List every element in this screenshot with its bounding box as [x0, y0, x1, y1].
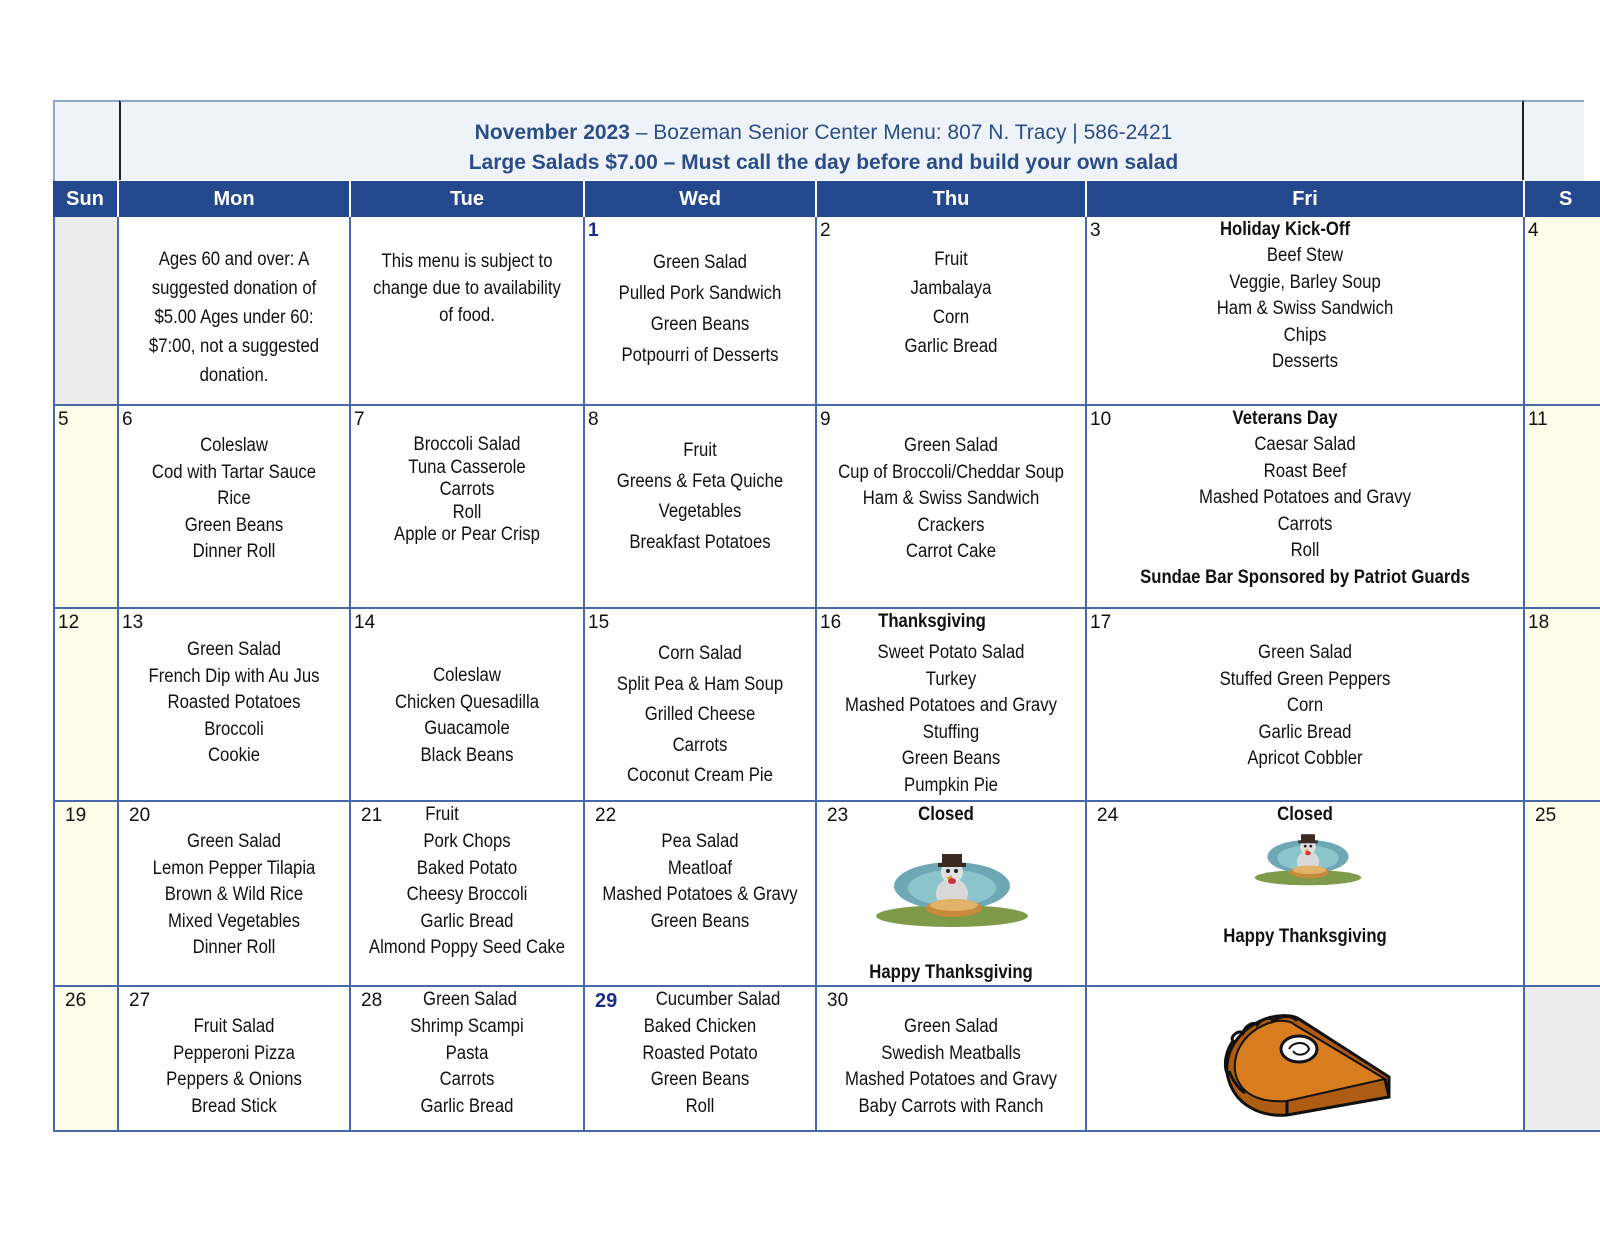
day-title: Veterans Day: [1232, 408, 1338, 429]
day-number: 29: [595, 990, 618, 1012]
menu-item: Green Salad: [1258, 642, 1352, 663]
day-cell-21: [351, 802, 585, 987]
menu-item: Almond Poppy Seed Cake: [368, 937, 566, 958]
menu-item: Mashed Potatoes and Gravy: [845, 695, 1057, 716]
day-number: 27: [129, 990, 151, 1011]
menu-item: Stuffed Green Peppers: [1219, 668, 1391, 690]
day-cell-29: [585, 987, 817, 1132]
menu-item: Vegetables: [658, 501, 742, 522]
menu-item: Green Beans: [650, 314, 750, 335]
weekday-sat: S: [1559, 188, 1573, 210]
menu-item: Green Salad: [423, 989, 517, 1010]
day-number: 26: [65, 990, 87, 1011]
menu-item: Mixed Vegetables: [168, 910, 300, 932]
menu-item: Jambalaya: [910, 278, 992, 299]
day-cell-15: [585, 609, 817, 802]
menu-item: Cup of Broccoli/Cheddar Soup: [838, 461, 1064, 483]
day-cell-9: [817, 406, 1087, 609]
day-cell-19: [53, 802, 119, 987]
menu-item: Pulled Pork Sandwich: [618, 283, 782, 304]
month-label: November 2023: [474, 121, 630, 144]
menu-item: Grilled Cheese: [644, 704, 756, 725]
menu-item: Potpourri of Desserts: [621, 345, 779, 366]
menu-item: Green Salad: [187, 639, 281, 660]
day-number: 15: [588, 612, 610, 633]
weekday-header-row: [53, 181, 1600, 217]
day-cell-6: [119, 406, 351, 609]
day-cell-1: [585, 217, 817, 406]
salad-notice: Large Salads $7.00 – Must call the day before and build your own salad: [468, 151, 1179, 174]
day-cell-24: [1087, 802, 1525, 987]
menu-item: Caesar Salad: [1254, 434, 1356, 455]
menu-item: Dinner Roll: [192, 541, 276, 562]
day-cell-17: [1087, 609, 1525, 802]
day-cell-empty: [53, 217, 119, 406]
weekday-wed: Wed: [585, 181, 817, 217]
menu-item: Corn Salad: [658, 643, 742, 664]
day-title: Thanksgiving: [878, 611, 986, 632]
day-cell-11: [1525, 406, 1600, 609]
day-number: 18: [1528, 612, 1550, 633]
menu-item: Bread Stick: [191, 1095, 277, 1117]
day-number: 22: [595, 805, 617, 826]
day-cell-25: [1525, 802, 1600, 987]
day-number: 24: [1097, 805, 1119, 826]
weekday-tue: Tue: [351, 181, 585, 217]
menu-item: Cod with Tartar Sauce: [151, 461, 317, 483]
menu-item: Ham & Swiss Sandwich: [1216, 298, 1394, 319]
menu-item: Chicken Quesadilla: [394, 691, 540, 713]
day-number: 13: [122, 612, 144, 633]
menu-item: Coleslaw: [433, 665, 501, 686]
menu-item: Split Pea & Ham Soup: [616, 673, 784, 695]
day-cell-3: [1087, 217, 1525, 406]
day-number: 7: [354, 409, 365, 430]
menu-item: Fruit: [683, 440, 717, 461]
day-cell-7: [351, 406, 585, 609]
day-number: 10: [1090, 409, 1112, 430]
menu-item: Garlic Bread: [1258, 721, 1352, 743]
menu-item: Corn: [932, 307, 970, 328]
menu-item: Carrot Cake: [905, 541, 997, 562]
weekday-fri: Fri: [1087, 181, 1525, 217]
menu-item: Garlic Bread: [420, 910, 514, 932]
turkey-pie-icon: [1244, 830, 1372, 886]
day-cell-28: [351, 987, 585, 1132]
menu-item: Tuna Casserole: [408, 456, 526, 478]
day-number: 9: [820, 409, 831, 430]
day-number: 4: [1528, 220, 1539, 241]
day-number: 14: [354, 612, 376, 633]
day-footer: Happy Thanksgiving: [869, 962, 1033, 983]
menu-item: Fruit: [934, 249, 968, 270]
day-cell-12: [53, 609, 119, 802]
day-number: 23: [827, 805, 849, 826]
menu-item: Green Beans: [184, 514, 284, 536]
day-number: 20: [129, 805, 151, 826]
day-cell-2: [817, 217, 1087, 406]
day-number: 3: [1090, 220, 1101, 241]
day-cell-26: [53, 987, 119, 1132]
day-cell-5: [53, 406, 119, 609]
menu-item: Pepperoni Pizza: [173, 1042, 295, 1064]
closed-label: Closed: [918, 804, 974, 825]
day-title: Holiday Kick-Off: [1219, 219, 1351, 240]
menu-item: Apple or Pear Crisp: [394, 524, 540, 545]
menu-item: Roll: [685, 1095, 715, 1117]
day-number: 21: [361, 805, 383, 826]
day-number: 16: [820, 612, 842, 633]
menu-item: Mashed Potatoes and Gravy: [1199, 487, 1411, 508]
day-footer: Sundae Bar Sponsored by Patriot Guards: [1140, 566, 1470, 588]
menu-item: Turkey: [925, 668, 977, 690]
menu-item: Carrots: [672, 734, 728, 756]
menu-item: Coconut Cream Pie: [627, 765, 773, 786]
menu-item: Broccoli Salad: [413, 434, 521, 455]
menu-item: Guacamole: [424, 718, 510, 739]
menu-item: Corn: [1286, 695, 1324, 716]
weekday-mon: Mon: [119, 181, 351, 217]
menu-item: Stuffing: [922, 721, 980, 743]
donation-note-cell: [119, 217, 351, 406]
menu-item: Mashed Potatoes and Gravy: [845, 1069, 1057, 1090]
menu-item: Cheesy Broccoli: [406, 884, 528, 905]
menu-item: Fruit: [425, 804, 459, 825]
menu-item: Apricot Cobbler: [1247, 748, 1363, 769]
menu-item: Peppers & Onions: [166, 1069, 302, 1090]
disclaimer-cell: [351, 217, 585, 406]
day-number: 12: [58, 612, 80, 633]
menu-item: Carrots: [1277, 513, 1333, 535]
menu-item: Desserts: [1272, 351, 1338, 372]
menu-item: Broccoli: [204, 718, 264, 740]
day-cell-13: [119, 609, 351, 802]
header-title-band: [119, 100, 1524, 180]
day-cell-22: [585, 802, 817, 987]
menu-item: Breakfast Potatoes: [629, 531, 771, 553]
menu-item: Mashed Potatoes & Gravy: [602, 884, 798, 905]
menu-item: Pea Salad: [661, 831, 739, 852]
menu-item: Roll: [452, 501, 482, 523]
day-cell-18: [1525, 609, 1600, 802]
day-cell-23: [817, 802, 1087, 987]
menu-item: Green Beans: [650, 910, 750, 932]
menu-item: Baked Chicken: [643, 1016, 757, 1037]
menu-item: Green Salad: [187, 831, 281, 852]
menu-item: Ham & Swiss Sandwich: [862, 488, 1040, 509]
menu-item: Roll: [1290, 540, 1320, 561]
menu-item: Coleslaw: [200, 435, 268, 456]
pie-cell: [1087, 987, 1525, 1132]
page-title: [121, 121, 1526, 145]
menu-item: Fruit Salad: [193, 1016, 275, 1037]
day-cell-8: [585, 406, 817, 609]
menu-item: Garlic Bread: [420, 1095, 514, 1117]
day-cell-14: [351, 609, 585, 802]
day-cell-20: [119, 802, 351, 987]
menu-item: Meatloaf: [667, 857, 733, 879]
menu-item: Pork Chops: [423, 831, 511, 852]
menu-item: Roasted Potato: [642, 1042, 758, 1064]
disclaimer-note: This menu is subject to change due to availability of food.: [373, 251, 561, 326]
day-cell-16: [817, 609, 1087, 802]
menu-item: Green Beans: [650, 1069, 750, 1090]
menu-item: Roast Beef: [1263, 460, 1347, 482]
day-number: 1: [588, 220, 599, 241]
turkey-pie-icon: [872, 848, 1032, 928]
menu-item: Baked Potato: [416, 857, 518, 879]
menu-item: Beef Stew: [1266, 245, 1344, 266]
day-cell-4: [1525, 217, 1600, 406]
menu-item: French Dip with Au Jus: [148, 665, 320, 687]
day-number: 28: [361, 990, 383, 1011]
menu-item: Shrimp Scampi: [410, 1016, 524, 1037]
day-cell-30: [817, 987, 1087, 1132]
pumpkin-pie-icon: [1217, 1011, 1397, 1121]
day-number: 8: [588, 409, 599, 430]
menu-item: Crackers: [917, 514, 985, 536]
menu-item: Rice: [217, 488, 251, 509]
day-number: 5: [58, 409, 69, 430]
weekday-sun: Sun: [53, 181, 119, 217]
menu-item: Green Salad: [904, 435, 998, 456]
menu-item: Green Salad: [904, 1016, 998, 1037]
menu-item: Sweet Potato Salad: [877, 642, 1025, 663]
day-cell-27: [119, 987, 351, 1132]
day-number: 2: [820, 220, 831, 241]
menu-item: Green Beans: [901, 748, 1001, 769]
menu-item: Dinner Roll: [192, 937, 276, 958]
day-number: 19: [65, 805, 87, 826]
donation-note: Ages 60 and over: A suggested donation of $5.00 Ages under 60: $7:00, not a suggested donation.: [148, 249, 320, 386]
menu-item: Brown & Wild Rice: [164, 884, 304, 905]
day-footer: Happy Thanksgiving: [1223, 926, 1387, 947]
menu-item: Pumpkin Pie: [904, 774, 998, 796]
day-number: 17: [1090, 612, 1112, 633]
menu-item: Swedish Meatballs: [881, 1042, 1021, 1064]
day-cell-empty: [1525, 987, 1600, 1132]
menu-item: Cookie: [207, 745, 261, 766]
day-number: 30: [827, 990, 849, 1011]
menu-item: Baby Carrots with Ranch: [858, 1095, 1044, 1117]
day-cell-10: [1087, 406, 1525, 609]
menu-item: Garlic Bread: [904, 336, 998, 357]
header-right-band: [1524, 100, 1584, 182]
closed-label: Closed: [1277, 804, 1333, 825]
menu-item: Chips: [1283, 324, 1327, 346]
day-number: 11: [1528, 409, 1548, 430]
menu-item: Green Salad: [653, 252, 747, 273]
menu-item: Veggie, Barley Soup: [1229, 271, 1381, 293]
day-number: 6: [122, 409, 133, 430]
header-left-band: [53, 100, 121, 182]
menu-item: Lemon Pepper Tilapia: [152, 857, 316, 879]
menu-item: Carrots: [439, 1069, 495, 1090]
menu-item: Carrots: [439, 479, 495, 500]
menu-item: Roasted Potatoes: [167, 692, 301, 713]
menu-item: Black Beans: [420, 744, 514, 766]
menu-item: Pasta: [445, 1042, 489, 1064]
menu-item: Greens & Feta Quiche: [616, 470, 784, 492]
center-info: – Bozeman Senior Center Menu: 807 N. Tracy | 586-2421: [629, 121, 1173, 144]
day-number: 25: [1535, 805, 1557, 826]
weekday-thu: Thu: [817, 181, 1087, 217]
menu-item: Cucumber Salad: [655, 989, 781, 1010]
